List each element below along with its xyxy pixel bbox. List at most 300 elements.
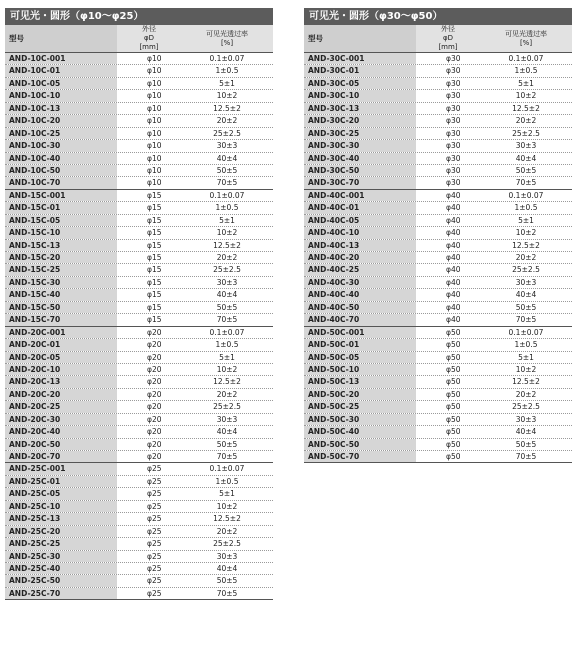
transmittance-cell: 30±3 [216, 277, 238, 287]
transmittance-cell: 30±3 [515, 414, 537, 424]
diameter-cell: φ40 [446, 203, 461, 213]
diameter-cell: φ30 [446, 165, 461, 175]
table-row [5, 277, 273, 289]
table-row [304, 53, 572, 65]
model-cell: AND-20C-01 [5, 339, 117, 350]
table-row [5, 389, 273, 401]
diameter-cell: φ30 [446, 78, 461, 88]
model-cell: AND-25C-001 [5, 463, 117, 474]
table-row [5, 252, 273, 264]
diameter-cell: φ25 [147, 476, 162, 486]
transmittance-cell: 10±2 [216, 501, 238, 511]
diameter-cell: φ30 [446, 141, 461, 151]
table-body [5, 53, 273, 600]
diameter-cell: φ40 [446, 315, 461, 325]
diameter-cell: φ30 [446, 116, 461, 126]
model-cell: AND-25C-05 [5, 488, 117, 499]
transmittance-cell: 5±1 [518, 78, 534, 88]
model-cell: AND-50C-70 [304, 451, 416, 462]
transmittance-cell: 40±4 [515, 153, 537, 163]
model-cell: AND-15C-05 [5, 215, 117, 226]
transmittance-cell: 25±2.5 [213, 128, 241, 138]
table-row [5, 90, 273, 102]
transmittance-cell: 20±2 [216, 253, 238, 262]
diameter-cell: φ15 [147, 265, 162, 275]
table-row [304, 227, 572, 239]
model-cell: AND-10C-10 [5, 90, 117, 101]
diameter-cell: φ30 [446, 66, 461, 76]
model-cell: AND-30C-05 [304, 78, 416, 89]
table-row [304, 451, 572, 463]
model-cell: AND-30C-25 [304, 128, 416, 139]
spec-table-left [5, 8, 273, 600]
table-row [5, 501, 273, 513]
model-cell: AND-40C-30 [304, 277, 416, 288]
diameter-cell: φ20 [147, 427, 162, 437]
table-row [5, 513, 273, 525]
model-cell: AND-10C-70 [5, 177, 117, 188]
model-cell: AND-25C-30 [5, 551, 117, 562]
transmittance-cell: 12.5±2 [213, 377, 241, 387]
transmittance-cell: 5±1 [219, 489, 235, 499]
diameter-cell: φ15 [147, 277, 162, 287]
model-cell: AND-20C-05 [5, 352, 117, 363]
transmittance-cell: 5±1 [219, 78, 235, 88]
model-cell: AND-25C-70 [5, 588, 117, 599]
diameter-cell: φ10 [147, 91, 162, 101]
table-row [304, 376, 572, 388]
model-cell: AND-25C-20 [5, 526, 117, 537]
diameter-cell: φ50 [446, 340, 461, 350]
transmittance-cell: 1±0.5 [215, 203, 239, 213]
diameter-cell: φ40 [446, 277, 461, 287]
model-cell: AND-40C-25 [304, 264, 416, 275]
model-cell: AND-30C-50 [304, 165, 416, 176]
transmittance-cell: 12.5±2 [213, 240, 241, 250]
model-cell: AND-15C-50 [5, 302, 117, 313]
transmittance-cell: 50±5 [515, 439, 537, 449]
model-cell: AND-50C-13 [304, 376, 416, 387]
transmittance-cell: 1±0.5 [514, 203, 538, 213]
spec-table-right [304, 8, 572, 463]
transmittance-cell: 50±5 [216, 302, 238, 312]
table-row [5, 575, 273, 587]
model-cell: AND-20C-10 [5, 364, 117, 375]
model-cell: AND-30C-01 [304, 65, 416, 76]
table-row [5, 451, 273, 463]
table-row [304, 115, 572, 127]
table-row [304, 90, 572, 102]
diameter-cell: φ20 [147, 414, 162, 424]
transmittance-cell: 10±2 [216, 91, 238, 101]
diameter-cell: φ10 [147, 178, 162, 188]
transmittance-cell: 1±0.5 [215, 476, 239, 486]
diameter-cell: φ20 [147, 389, 162, 399]
table-row [5, 439, 273, 451]
table-row [5, 414, 273, 426]
diameter-cell: φ50 [446, 352, 461, 362]
diameter-cell: φ50 [446, 439, 461, 449]
diameter-cell: φ50 [446, 327, 461, 337]
model-cell: AND-10C-30 [5, 140, 117, 151]
table-body [304, 53, 572, 463]
model-cell: AND-15C-40 [5, 289, 117, 300]
model-cell: AND-40C-001 [304, 190, 416, 201]
table-row [304, 140, 572, 152]
transmittance-cell: 0.1±0.07 [508, 327, 544, 337]
table-row [5, 563, 273, 575]
model-cell: AND-40C-40 [304, 289, 416, 300]
table-row [304, 389, 572, 401]
transmittance-cell: 1±0.5 [514, 340, 538, 350]
table-row [304, 327, 572, 339]
transmittance-cell: 12.5±2 [213, 514, 241, 524]
transmittance-cell: 0.1±0.07 [209, 464, 245, 474]
transmittance-cell: 30±3 [216, 414, 238, 424]
model-cell: AND-50C-50 [304, 439, 416, 450]
table-row [5, 140, 273, 152]
transmittance-cell: 50±5 [216, 165, 238, 175]
table-title: 可见光・圆形（φ10〜φ25） [5, 8, 273, 25]
diameter-cell: φ10 [147, 103, 162, 113]
model-cell: AND-50C-10 [304, 364, 416, 375]
model-cell: AND-20C-30 [5, 414, 117, 425]
table-row [5, 476, 273, 488]
table-row [5, 376, 273, 388]
model-cell: AND-25C-01 [5, 476, 117, 487]
transmittance-cell: 0.1±0.07 [508, 54, 544, 63]
transmittance-cell: 25±2.5 [213, 265, 241, 275]
table-row [304, 153, 572, 165]
transmittance-cell: 70±5 [216, 588, 238, 598]
model-cell: AND-40C-13 [304, 240, 416, 251]
table-row [5, 165, 273, 177]
diameter-cell: φ40 [446, 302, 461, 312]
model-cell: AND-50C-30 [304, 414, 416, 425]
diameter-cell: φ40 [446, 253, 461, 262]
diameter-cell: φ50 [446, 402, 461, 412]
transmittance-cell: 12.5±2 [213, 103, 241, 113]
table-header [304, 25, 572, 53]
table-row [5, 327, 273, 339]
table-row [304, 401, 572, 413]
model-cell: AND-30C-13 [304, 103, 416, 114]
header-model: 型号 [304, 25, 416, 52]
model-cell: AND-15C-30 [5, 277, 117, 288]
model-cell: AND-40C-05 [304, 215, 416, 226]
table-row [5, 302, 273, 314]
diameter-cell: φ20 [147, 352, 162, 362]
table-row [304, 289, 572, 301]
model-cell: AND-20C-50 [5, 439, 117, 450]
model-cell: AND-50C-40 [304, 426, 416, 437]
diameter-cell: φ20 [147, 377, 162, 387]
diameter-cell: φ30 [446, 153, 461, 163]
table-header [5, 25, 273, 53]
model-cell: AND-50C-25 [304, 401, 416, 412]
diameter-cell: φ50 [446, 452, 461, 461]
diameter-cell: φ25 [147, 526, 162, 536]
transmittance-cell: 10±2 [515, 364, 537, 374]
diameter-cell: φ10 [147, 165, 162, 175]
model-cell: AND-40C-20 [304, 252, 416, 263]
transmittance-cell: 50±5 [216, 576, 238, 586]
table-row [304, 165, 572, 177]
model-cell: AND-25C-50 [5, 575, 117, 586]
diameter-cell: φ50 [446, 414, 461, 424]
table-row [304, 339, 572, 351]
diameter-cell: φ15 [147, 190, 162, 200]
model-cell: AND-40C-01 [304, 202, 416, 213]
table-row [5, 53, 273, 65]
table-row [5, 78, 273, 90]
diameter-cell: φ15 [147, 253, 162, 262]
model-cell: AND-50C-001 [304, 327, 416, 338]
model-cell: AND-30C-30 [304, 140, 416, 151]
model-cell: AND-25C-40 [5, 563, 117, 574]
transmittance-cell: 0.1±0.07 [209, 54, 245, 63]
diameter-cell: φ10 [147, 66, 162, 76]
diameter-cell: φ40 [446, 228, 461, 238]
transmittance-cell: 70±5 [515, 315, 537, 325]
table-row [5, 227, 273, 239]
table-row [5, 538, 273, 550]
transmittance-cell: 70±5 [515, 452, 537, 461]
diameter-cell: φ10 [147, 54, 162, 63]
header-transmittance: 可见光透过率 [%] [181, 25, 273, 52]
diameter-cell: φ50 [446, 377, 461, 387]
model-cell: AND-15C-01 [5, 202, 117, 213]
table-row [304, 426, 572, 438]
diameter-cell: φ20 [147, 327, 162, 337]
diameter-cell: φ20 [147, 364, 162, 374]
transmittance-cell: 1±0.5 [215, 66, 239, 76]
diameter-cell: φ20 [147, 439, 162, 449]
transmittance-cell: 20±2 [515, 116, 537, 126]
diameter-cell: φ15 [147, 215, 162, 225]
model-cell: AND-40C-70 [304, 314, 416, 325]
transmittance-cell: 70±5 [216, 452, 238, 461]
table-row [304, 202, 572, 214]
table-row [304, 364, 572, 376]
model-cell: AND-10C-01 [5, 65, 117, 76]
diameter-cell: φ15 [147, 290, 162, 300]
model-cell: AND-25C-25 [5, 538, 117, 549]
transmittance-cell: 30±3 [216, 141, 238, 151]
transmittance-cell: 40±4 [216, 563, 238, 573]
diameter-cell: φ20 [147, 452, 162, 461]
transmittance-cell: 10±2 [515, 228, 537, 238]
table-row [304, 240, 572, 252]
transmittance-cell: 50±5 [216, 439, 238, 449]
table-row [304, 128, 572, 140]
transmittance-cell: 25±2.5 [512, 128, 540, 138]
transmittance-cell: 70±5 [216, 315, 238, 325]
transmittance-cell: 40±4 [515, 427, 537, 437]
model-cell: AND-15C-25 [5, 264, 117, 275]
table-row [5, 103, 273, 115]
model-cell: AND-50C-20 [304, 389, 416, 400]
transmittance-cell: 12.5±2 [512, 103, 540, 113]
transmittance-cell: 30±3 [216, 551, 238, 561]
transmittance-cell: 12.5±2 [512, 377, 540, 387]
transmittance-cell: 70±5 [216, 178, 238, 188]
transmittance-cell: 25±2.5 [213, 539, 241, 549]
transmittance-cell: 40±4 [216, 153, 238, 163]
table-row [304, 190, 572, 202]
table-row [5, 115, 273, 127]
transmittance-cell: 12.5±2 [512, 240, 540, 250]
diameter-cell: φ25 [147, 501, 162, 511]
model-cell: AND-10C-40 [5, 153, 117, 164]
transmittance-cell: 20±2 [216, 389, 238, 399]
table-row [5, 289, 273, 301]
model-cell: AND-15C-10 [5, 227, 117, 238]
model-cell: AND-30C-40 [304, 153, 416, 164]
diameter-cell: φ50 [446, 364, 461, 374]
transmittance-cell: 20±2 [515, 253, 537, 262]
header-diameter: 外径 φD [mm] [117, 25, 181, 52]
transmittance-cell: 0.1±0.07 [508, 190, 544, 200]
diameter-cell: φ30 [446, 128, 461, 138]
transmittance-cell: 70±5 [515, 178, 537, 188]
table-row [304, 177, 572, 189]
transmittance-cell: 30±3 [515, 277, 537, 287]
table-row [5, 240, 273, 252]
table-row [5, 352, 273, 364]
diameter-cell: φ50 [446, 389, 461, 399]
table-row [304, 264, 572, 276]
transmittance-cell: 20±2 [515, 389, 537, 399]
transmittance-cell: 40±4 [216, 290, 238, 300]
diameter-cell: φ25 [147, 539, 162, 549]
diameter-cell: φ10 [147, 128, 162, 138]
model-cell: AND-30C-20 [304, 115, 416, 126]
diameter-cell: φ25 [147, 464, 162, 474]
model-cell: AND-30C-001 [304, 53, 416, 64]
table-row [304, 302, 572, 314]
model-cell: AND-20C-20 [5, 389, 117, 400]
model-cell: AND-20C-25 [5, 401, 117, 412]
model-cell: AND-25C-13 [5, 513, 117, 524]
diameter-cell: φ30 [446, 91, 461, 101]
transmittance-cell: 50±5 [515, 302, 537, 312]
diameter-cell: φ30 [446, 54, 461, 63]
table-title: 可见光・圆形（φ30〜φ50） [304, 8, 572, 25]
transmittance-cell: 25±2.5 [512, 265, 540, 275]
transmittance-cell: 5±1 [518, 215, 534, 225]
model-cell: AND-20C-70 [5, 451, 117, 462]
model-cell: AND-30C-70 [304, 177, 416, 188]
model-cell: AND-15C-001 [5, 190, 117, 201]
model-cell: AND-50C-01 [304, 339, 416, 350]
model-cell: AND-30C-10 [304, 90, 416, 101]
transmittance-cell: 30±3 [515, 141, 537, 151]
diameter-cell: φ40 [446, 265, 461, 275]
model-cell: AND-10C-20 [5, 115, 117, 126]
table-row [304, 439, 572, 451]
transmittance-cell: 1±0.5 [215, 340, 239, 350]
transmittance-cell: 25±2.5 [213, 402, 241, 412]
diameter-cell: φ25 [147, 588, 162, 598]
model-cell: AND-15C-13 [5, 240, 117, 251]
table-row [304, 352, 572, 364]
table-row [5, 588, 273, 600]
table-row [304, 65, 572, 77]
model-cell: AND-20C-40 [5, 426, 117, 437]
header-diameter: 外径 φD [mm] [416, 25, 480, 52]
transmittance-cell: 20±2 [216, 116, 238, 126]
table-row [5, 153, 273, 165]
diameter-cell: φ30 [446, 178, 461, 188]
model-cell: AND-10C-001 [5, 53, 117, 64]
diameter-cell: φ15 [147, 228, 162, 238]
diameter-cell: φ10 [147, 153, 162, 163]
diameter-cell: φ50 [446, 427, 461, 437]
transmittance-cell: 5±1 [518, 352, 534, 362]
diameter-cell: φ10 [147, 78, 162, 88]
transmittance-cell: 10±2 [216, 228, 238, 238]
table-row [304, 215, 572, 227]
model-cell: AND-15C-20 [5, 252, 117, 263]
model-cell: AND-40C-10 [304, 227, 416, 238]
transmittance-cell: 1±0.5 [514, 66, 538, 76]
table-row [5, 264, 273, 276]
table-row [5, 551, 273, 563]
model-cell: AND-10C-05 [5, 78, 117, 89]
table-row [304, 103, 572, 115]
table-row [304, 252, 572, 264]
transmittance-cell: 40±4 [515, 290, 537, 300]
diameter-cell: φ40 [446, 190, 461, 200]
diameter-cell: φ15 [147, 203, 162, 213]
table-row [5, 128, 273, 140]
transmittance-cell: 10±2 [216, 364, 238, 374]
diameter-cell: φ15 [147, 302, 162, 312]
table-row [304, 314, 572, 326]
diameter-cell: φ25 [147, 576, 162, 586]
transmittance-cell: 20±2 [216, 526, 238, 536]
table-row [304, 414, 572, 426]
diameter-cell: φ40 [446, 290, 461, 300]
diameter-cell: φ15 [147, 315, 162, 325]
model-cell: AND-20C-13 [5, 376, 117, 387]
table-row [5, 177, 273, 189]
table-row [5, 65, 273, 77]
table-row [5, 190, 273, 202]
table-row [5, 339, 273, 351]
model-cell: AND-40C-50 [304, 302, 416, 313]
diameter-cell: φ20 [147, 340, 162, 350]
diameter-cell: φ25 [147, 514, 162, 524]
diameter-cell: φ10 [147, 141, 162, 151]
model-cell: AND-10C-13 [5, 103, 117, 114]
table-row [5, 364, 273, 376]
model-cell: AND-20C-001 [5, 327, 117, 338]
transmittance-cell: 5±1 [219, 215, 235, 225]
header-transmittance: 可见光透过率 [%] [480, 25, 572, 52]
table-row [5, 463, 273, 475]
table-row [304, 78, 572, 90]
transmittance-cell: 50±5 [515, 165, 537, 175]
table-row [5, 426, 273, 438]
table-row [5, 202, 273, 214]
transmittance-cell: 5±1 [219, 352, 235, 362]
transmittance-cell: 0.1±0.07 [209, 190, 245, 200]
diameter-cell: φ30 [446, 103, 461, 113]
diameter-cell: φ10 [147, 116, 162, 126]
model-cell: AND-10C-50 [5, 165, 117, 176]
